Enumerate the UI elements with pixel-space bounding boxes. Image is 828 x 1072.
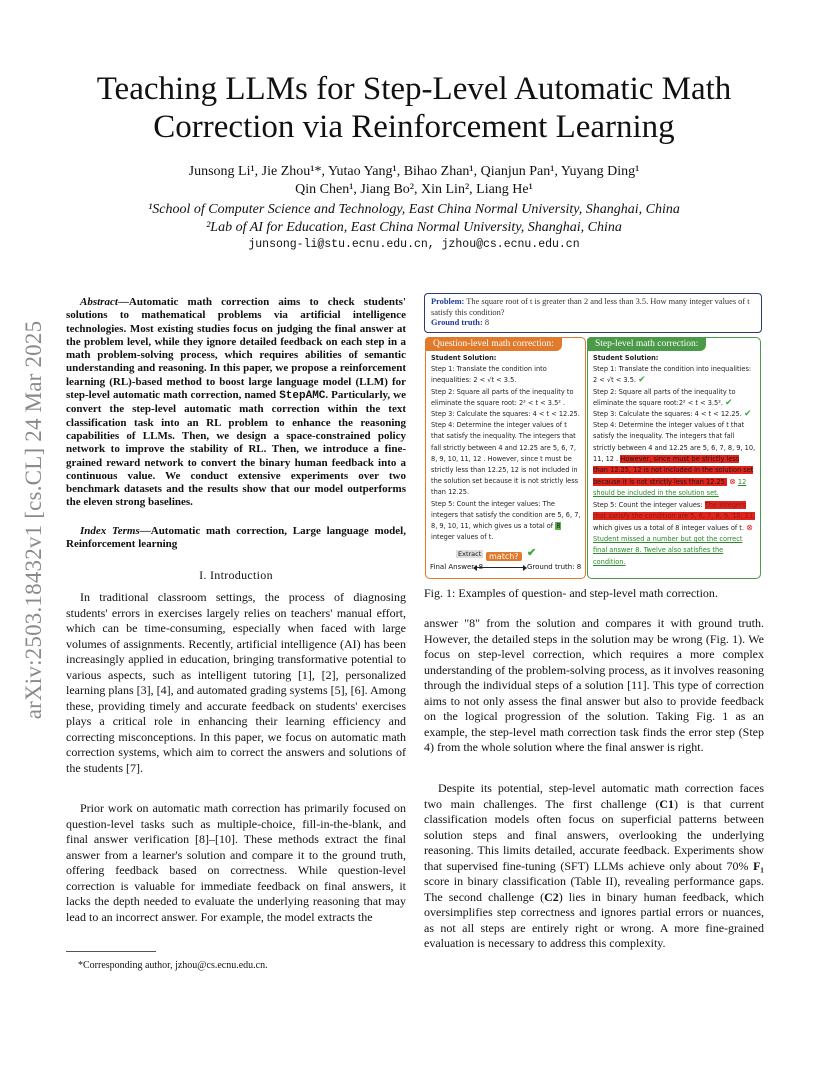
- affiliation-1: ¹School of Computer Science and Technology, East China Normal University, Shanghai, China: [148, 202, 680, 217]
- step-5-count: 8: [556, 522, 561, 531]
- final-answer: Final Answer: 8: [430, 563, 484, 571]
- match-badge: match?: [486, 552, 522, 561]
- abstract-text-b: . Particularly, we convert the step-level automatic math correction within the text classification task into an RL problem to enhance the reasoning capabilities of LLMs. Then, we design a space-constrained policy network to improve the stability of RL. Then, we introduce a fine-grained reward network to convert the binary human feedback into a continuous value. We conduct extensive experiments over two benchmark datasets and the results show that our model outperforms the eleven strong baselines.: [66, 389, 406, 509]
- step-level-panel: [587, 337, 761, 579]
- right-step-5-text-b: which gives us a total of 8 integer values of t.: [593, 524, 744, 533]
- cross-icon: ⊗: [729, 477, 736, 487]
- figure-caption: Fig. 1: Examples of question- and step-level math correction.: [424, 586, 718, 600]
- right-paragraph-2-b: ) is that current classification models often focus on superficial patterns between solution steps and final answers, overlooking the underlying reasoning. This limits detailed, accurate feedback. Experiments show that supervised fine-tuning (SFT) LLMs achieve only about 70%: [424, 796, 764, 873]
- authors-line-2: Qin Chen¹, Jiang Bo², Xin Lin², Liang He¹: [295, 182, 533, 197]
- challenge-1-label: C1: [659, 796, 675, 811]
- question-level-panel: [425, 337, 586, 579]
- step-5-feedback: Student missed a number but got the correct final answer 8. Twelve also satisfies the condition.: [593, 535, 743, 566]
- method-name: StepAMC: [279, 390, 326, 403]
- contact-email: junsong-li@stu.ecnu.edu.cn, jzhou@cs.ecnu.edu.cn: [248, 238, 580, 251]
- error-highlight: The integers that satisfy the condition are 5, 6, 7, 8, 9, 10, 11,: [593, 500, 756, 520]
- arxiv-stamp: [16, 285, 52, 755]
- step-5: [431, 499, 581, 544]
- affiliations: [90, 201, 738, 237]
- check-icon: ✔: [743, 409, 752, 420]
- right-step-2: [593, 387, 756, 409]
- step-3: Step 3: Calculate the squares: 4 < t < 12.25.: [431, 410, 580, 419]
- authors-line-1: Junsong Li¹, Jie Zhou¹*, Yutao Yang¹, Bihao Zhan¹, Qianjun Pan¹, Yuyang Ding¹: [188, 164, 640, 179]
- intro-paragraph-1: In traditional classroom settings, the process of diagnosing students' errors in exercises largely relies on teachers' manual effort, which can be time-consuming, especially when faced with large volumes of assignments. Recently, artificial intelligence (AI) has been increasingly applied in education, bringing transformative potential to various aspects, such as intelligent tutoring [1], [2], personalized learning plans [3], [4], and automated grading systems [5], [6]. Among these, providing timely and accurate feedback on students' exercises plays a critical role in enhancing their learning efficiency and correcting misconceptions. In this paper, we focus on automatic math correction systems, which aim to correct the answers and solutions of the students [7].: [66, 590, 406, 775]
- extract-tag: Extract: [458, 550, 482, 558]
- right-step-5: [593, 500, 756, 568]
- problem-label: Problem:: [431, 297, 465, 306]
- section-heading: I. Introduction: [199, 568, 273, 582]
- ground-truth-value: 8: [484, 318, 490, 327]
- abstract-label: Abstract: [80, 296, 118, 308]
- footnote: *Corresponding author, jzhou@cs.ecnu.edu.cn.: [78, 960, 268, 971]
- right-step-5-text-a: Step 5: Count the integer values:: [593, 500, 703, 509]
- right-step-3-text: Step 3: Calculate the squares: 4 < t < 12.25.: [593, 410, 742, 419]
- abstract: [66, 296, 406, 510]
- arxiv-stamp-text: arXiv:2503.18432v1 [cs.CL] 24 Mar 2025: [21, 320, 46, 720]
- question-level-title: Question-level math correction:: [425, 337, 562, 351]
- abstract-text-a: —Automatic math correction aims to check students' solutions to mathematical problems via artificial intelligence technologies. Most existing studies focus on judging the final answer at the problem level, while they ignore detailed feedback on each step in a math problem-solving process, which requires abilities of semantic understanding and reasoning. In this paper, we propose a reinforcement learning (RL)-based method to boost large language model (LLM) for step-level automatic math correction, named: [66, 296, 406, 402]
- right-paragraph-2-a: Despite its potential, step-level automatic math correction faces two main challenges. The first challenge (: [424, 781, 764, 811]
- cross-icon: ⊗: [746, 523, 753, 533]
- check-icon: ✔: [638, 375, 646, 386]
- step-4-feedback: 12 should be included in the solution set.: [593, 478, 747, 498]
- right-step-1: [593, 364, 756, 386]
- right-paragraph-2-d: ) lies in binary human feedback, which oversimplifies step correctness and ignores partial errors or nuances, as not all steps are entirely right or wrong. A more fine-grained evaluation is necessary to address this complexity.: [424, 889, 764, 950]
- right-step-1-text: Step 1: Translate the condition into inequalities: 2 < √t < 3.5.: [593, 365, 752, 385]
- solution-label-right: Student Solution:: [593, 354, 659, 362]
- figure-problem-box: [424, 293, 762, 333]
- step-level-solution: [593, 353, 756, 568]
- double-arrow-icon: [474, 567, 526, 568]
- step-5-text-b: integer values of t.: [431, 533, 494, 542]
- solution-label: Student Solution:: [431, 354, 497, 362]
- problem-statement: [431, 297, 755, 329]
- step-5-text-a: Step 5: Count the integer values: The integers that satisfy the condition are 5, 6, 7, 8, 9, 10, 11, which gives us a total of: [431, 499, 581, 531]
- right-step-4-text: Step 4: Determine the integer values of t that satisfy the inequality. The integers that fall strictly between 4 and 12.25 are 5, 6, 7, 8, 9, 10, 11, 12 .: [593, 421, 756, 463]
- paper-title: Teaching LLMs for Step-Level Automatic Math Correction via Reinforcement Learning: [96, 71, 732, 145]
- step-level-title: Step-level math correction:: [587, 337, 706, 351]
- right-step-2-text: Step 2: Square all parts of the inequality to eliminate the square root:2² < t < 3.5².: [593, 387, 736, 407]
- check-icon: ✔: [725, 397, 733, 408]
- error-highlight: However, since must be strictly less than 12.25, 12 is not included in the solution set because it is not strictly less than 12.25.: [593, 454, 754, 487]
- index-terms-label: Index Terms: [80, 525, 140, 537]
- affiliation-2: ²Lab of AI for Education, East China Normal University, Shanghai, China: [206, 220, 622, 235]
- challenge-2-label: C2: [544, 889, 559, 904]
- problem-text: The square root of t is greater than 2 and less than 3.5. How many integer values of t satisfy this condition?: [431, 297, 750, 317]
- step-1: Step 1: Translate the condition into inequalities: 2 < √t < 3.5.: [431, 365, 547, 385]
- right-step-3: [593, 409, 756, 420]
- f1-symbol: F₁: [753, 858, 764, 873]
- right-step-4: [593, 420, 756, 499]
- step-4: Step 4: Determine the integer values of t that satisfy the inequality. The integers that fall strictly between 4 and 12.25 are 5, 6, 7, 8, 9, 10, 11, 12 . However, since t must be strictly less than 12.25, 12 is not included in the solution set because it is not strictly less than 12.25.: [431, 421, 579, 497]
- author-list: [90, 163, 738, 199]
- index-terms-text: —Automatic math correction, Large language model, Reinforcement learning: [66, 525, 406, 551]
- question-level-solution: [431, 353, 581, 543]
- intro-paragraph-2: Prior work on automatic math correction has primarily focused on question-level tasks such as multiple-choice, fill-in-the-blank, and final answer verification [8]–[10]. These methods extract the final answer from a learner's solution and compare it to the ground truth, offering feedback based on correctness. While question-level correction is valuable for immediate feedback on final answers, it lacks the depth needed to evaluate the underlying reasoning that may lead to an incorrect answer. For example, the model extracts the: [66, 801, 406, 924]
- check-icon: ✔: [527, 547, 537, 559]
- footnote-divider: [66, 951, 156, 952]
- right-paragraph-2: [424, 781, 764, 952]
- ground-truth-label: Ground truth:: [431, 318, 483, 327]
- right-paragraph-1: answer "8" from the solution and compares it with ground truth. However, the detailed steps in the solution may be wrong (Fig. 1). We focus on step-level correction, which requires a more complex understanding of the problem-solving process, as it involves reasoning through the individual steps of a solution [11]. This type of correction aims to not only assess the final answer but also to provide feedback on the logical progression of the solution. Taking Fig. 1 as an example, the step-level math correction task finds the error step (Step 4) from the whole solution where the final answer is right.: [424, 616, 764, 754]
- right-paragraph-2-c: score in binary classification (Table II), revealing performance gaps. The second challenge (: [424, 874, 764, 904]
- ground-truth-bottom: Ground truth: 8: [527, 563, 582, 571]
- index-terms: [66, 525, 406, 552]
- step-2: Step 2: Square all parts of the inequality to eliminate the square root: 2² < t < 3.5² .: [431, 387, 574, 407]
